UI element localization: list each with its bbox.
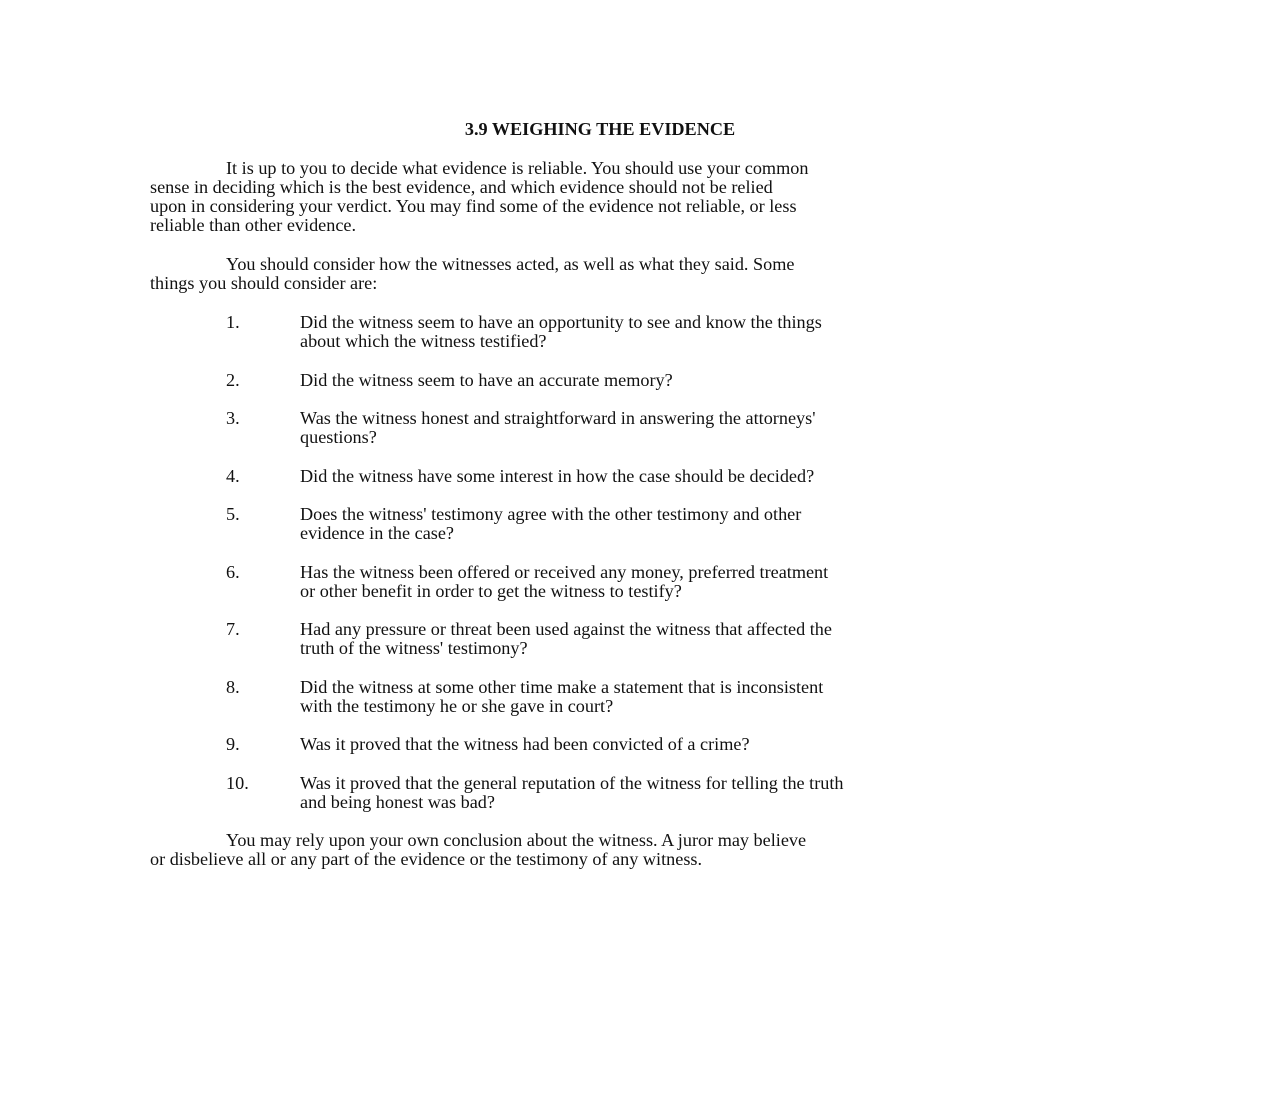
list-item-text: Does the witness' testimony agree with the other testimony and other (300, 504, 802, 524)
intro-line: upon in considering your verdict. You may find some of the evidence not reliable, or less (150, 196, 797, 216)
list-item-number: 4. (226, 465, 240, 486)
conclusion-line: or disbelieve all or any part of the evidence or the testimony of any witness. (150, 849, 703, 869)
list-item-text: Has the witness been offered or received any money, preferred treatment (300, 561, 829, 582)
list-item-text: and being honest was bad? (300, 791, 495, 812)
list-item-number: 2. (226, 369, 240, 390)
list-item (150, 563, 1060, 601)
list-item-text: Did the witness at some other time make a statement that is inconsistent (300, 676, 824, 697)
list-item-number: 3. (226, 408, 240, 428)
list-item (150, 505, 1060, 543)
section-title: 3.9 WEIGHING THE EVIDENCE (464, 119, 736, 139)
list-item (150, 620, 1060, 658)
list-item-number: 8. (226, 676, 240, 697)
consider-line: You should consider how the witnesses acted, as well as what they said. Some (226, 254, 795, 274)
intro-line: sense in deciding which is the best evidence, and which evidence should not be relied (150, 177, 773, 197)
conclusion-paragraph (150, 831, 1060, 869)
intro-line: reliable than other evidence. (150, 215, 357, 235)
consideration-list (150, 313, 1060, 812)
list-item-number: 1. (226, 312, 240, 332)
list-item-text: Did the witness seem to have an accurate memory? (300, 369, 673, 390)
list-item-number: 6. (226, 561, 240, 582)
list-item (150, 774, 1060, 812)
list-item-text: Did the witness have some interest in how the case should be decided? (300, 465, 815, 486)
list-item-text: truth of the witness' testimony? (300, 638, 528, 658)
list-item-number: 7. (226, 619, 240, 639)
list-item-number: 5. (226, 504, 240, 524)
list-item (150, 313, 1060, 351)
list-item-text: Had any pressure or threat been used against the witness that affected the (300, 619, 832, 639)
consider-paragraph (150, 255, 1060, 293)
list-item (150, 467, 1060, 486)
list-item-text: Was the witness honest and straightforward in answering the attorneys' (300, 408, 816, 428)
list-item-text: Was it proved that the witness had been convicted of a crime? (300, 734, 750, 754)
consider-line: things you should consider are: (150, 273, 378, 293)
list-item (150, 409, 1060, 447)
document-page (150, 118, 1060, 889)
list-item-number: 10. (226, 772, 249, 793)
intro-line: It is up to you to decide what evidence is reliable. You should use your common (226, 158, 809, 178)
list-item-text: Was it proved that the general reputation of the witness for telling the truth (300, 772, 844, 793)
list-item-text: about which the witness testified? (300, 331, 547, 351)
list-item-text: evidence in the case? (300, 523, 454, 543)
list-item-text: questions? (300, 427, 377, 447)
conclusion-line: You may rely upon your own conclusion about the witness. A juror may believe (226, 830, 807, 850)
list-item (150, 371, 1060, 390)
list-item-number: 9. (226, 734, 240, 754)
list-item-text: or other benefit in order to get the witness to testify? (300, 580, 682, 601)
intro-paragraph (150, 159, 1060, 235)
list-item (150, 678, 1060, 716)
list-item-text: Did the witness seem to have an opportunity to see and know the things (300, 312, 822, 332)
list-item (150, 735, 1060, 754)
list-item-text: with the testimony he or she gave in court? (300, 695, 614, 716)
